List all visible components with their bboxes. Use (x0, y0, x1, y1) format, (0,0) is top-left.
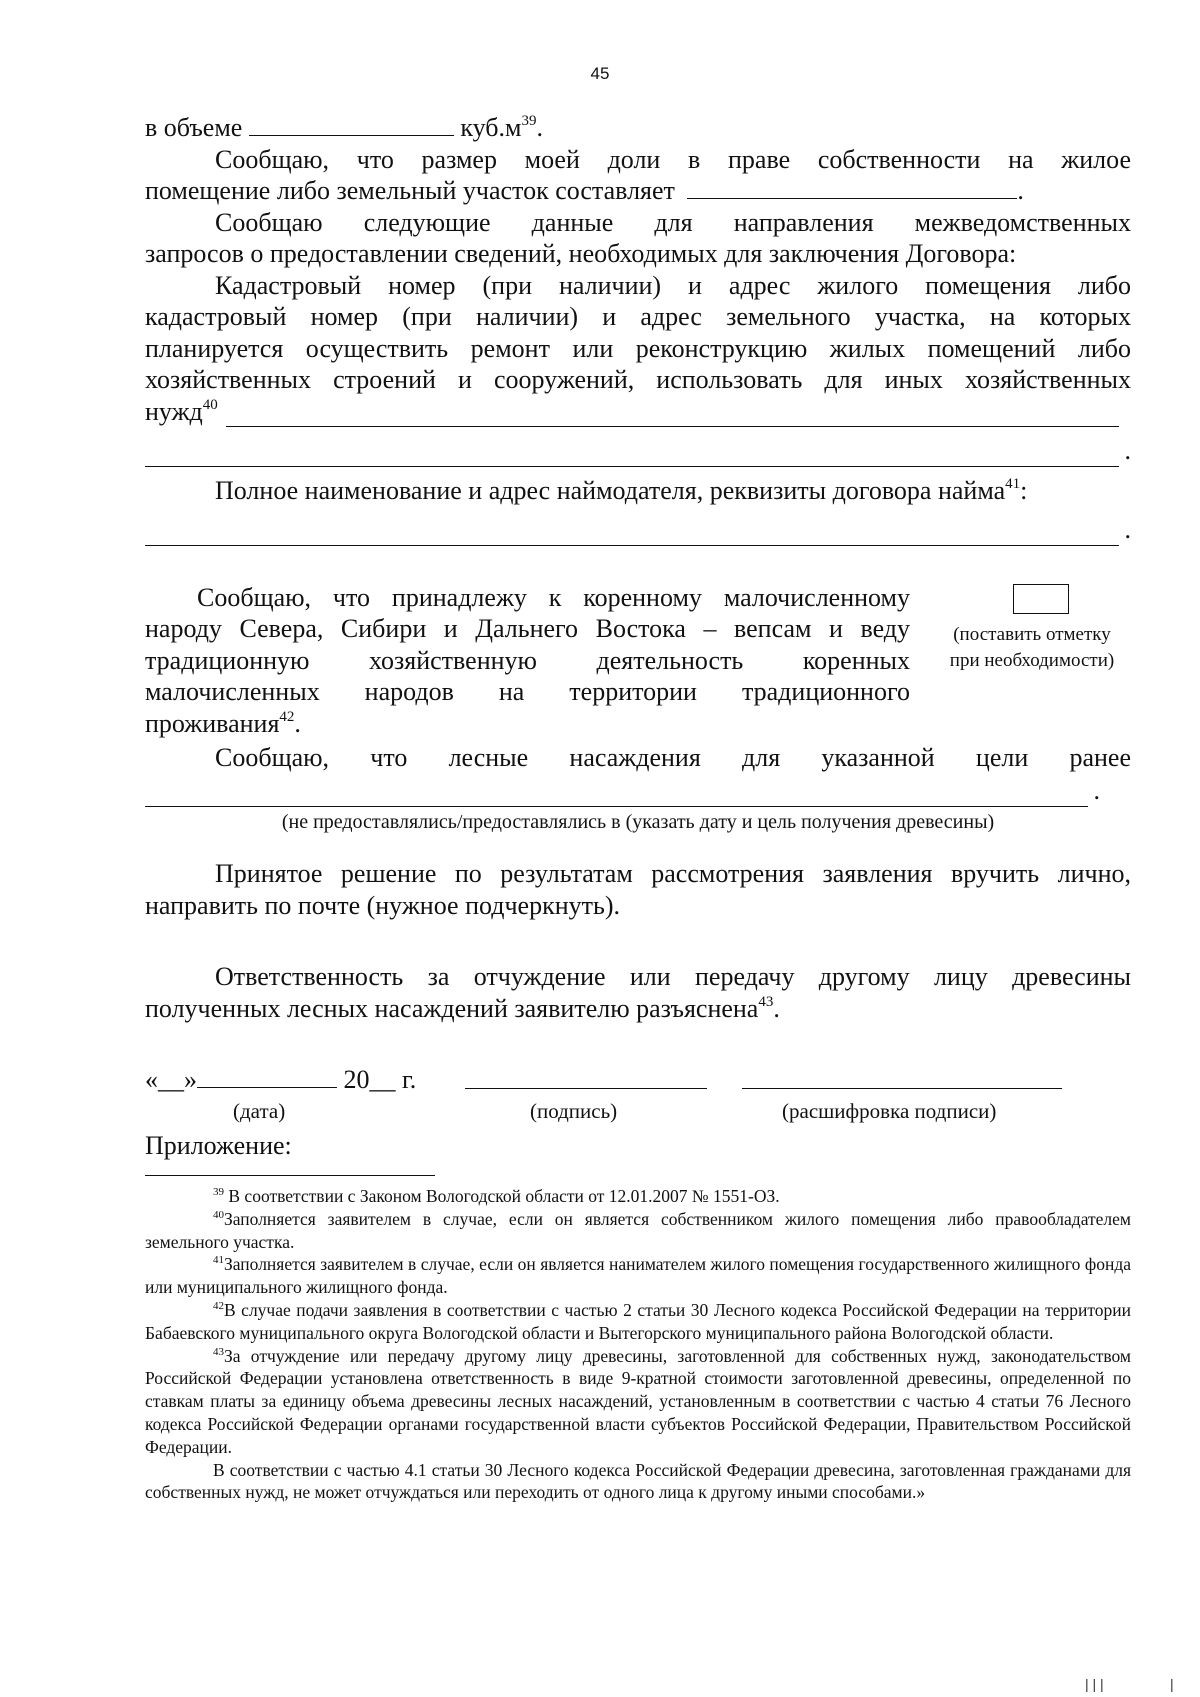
landlord-text: Полное наименование и адрес наймодателя, реквизиты договора найма (215, 475, 1006, 505)
responsibility-text: полученных лесных насаждений заявителю разъяснена (145, 993, 759, 1023)
decode-caption: (расшифровка подписи) (782, 1099, 997, 1123)
footnote-separator (145, 1175, 435, 1176)
footnote-ref-39: 39 (521, 113, 537, 129)
footnote-ref-42: 42 (279, 708, 295, 725)
cadastral-end: . (1124, 436, 1131, 465)
footnote-42 (145, 1299, 1131, 1345)
indigenous-line-1: Сообщаю, что принадлежу к коренному малочисленному (197, 582, 910, 612)
indigenous-residence: проживания (145, 708, 280, 738)
share-line-2 (145, 175, 1131, 207)
indigenous-end: . (294, 708, 301, 738)
checkbox-label-1: (поставить отметку (953, 623, 1111, 645)
cadastral-line-1: Кадастровый номер (при наличии) и адрес жилого помещения либо (215, 270, 1131, 300)
cadastral-line-4: хозяйственных строений и сооружений, использовать для иных хозяйственных (145, 365, 1131, 394)
decision-line-1: Принятое решение по результатам рассмотрения заявления вручить лично, (215, 859, 1131, 888)
signature-row (145, 1064, 1131, 1130)
footnote-ref-41: 41 (1005, 475, 1021, 492)
responsibility-line-2 (145, 993, 1131, 1025)
forest-blank-row (145, 775, 1100, 807)
footnote-num: 40 (213, 1208, 224, 1221)
footnote-num: 42 (213, 1299, 224, 1312)
requests-line-2: запросов о предоставлении сведений, необходимых для заключения Договора: (145, 239, 1017, 268)
cadastral-line-3: планируется осуществить ремонт или реконструкцию жилых помещений либо (145, 333, 1131, 363)
footnotes (145, 1185, 1131, 1504)
date-month-blank[interactable] (197, 1065, 337, 1088)
landlord-blank-row (145, 514, 1131, 546)
footnote-text: Заполняется заявителем в случае, если он является собственником жилого помещения либо правообладателем земельного участка. (145, 1208, 1131, 1252)
indigenous-text (145, 582, 910, 740)
responsibility-line-1: Ответственность за отчуждение или передачу другому лицу древесины (215, 962, 1131, 991)
footnote-num: 39 (213, 1186, 224, 1198)
signature-line[interactable] (465, 1066, 707, 1089)
cadastral-blank-2[interactable] (145, 444, 1119, 467)
date-day[interactable]: «__» (145, 1065, 197, 1094)
footnote-ref-40: 40 (202, 396, 218, 413)
indigenous-line-5 (145, 708, 910, 740)
decision-line-2: направить по почте (нужное подчеркнуть). (145, 890, 621, 920)
cadastral-line-6 (145, 435, 1131, 467)
footnote-text: За отчуждение или передачу другому лицу древесины, заготовленной для собственных нужд, законодательством Российской Федерации установлена ответственность в виде 9-кратной стоимости заготовленной древесины, определенной по ставкам платы за единицу объема древесины лесных насаждений, установленным в соответствии с частью 4 статьи 76 Лесного кодекса Российской Федерации органами государственной власти субъектов Российской Федерации, Правительством Российской Федерации. (145, 1345, 1131, 1457)
scan-mark-left: | | | (1085, 1676, 1104, 1692)
footnote-40 (145, 1208, 1131, 1254)
share-line-1: Сообщаю, что размер моей доли в праве собственности на жилое (215, 144, 1131, 174)
page-number: 45 (590, 64, 610, 83)
signature-decode-line[interactable] (742, 1066, 1062, 1089)
volume-line (145, 112, 1131, 144)
cadastral-needs: нужд (145, 396, 203, 426)
share-text: помещение либо земельный участок составляет (145, 176, 675, 205)
footnote-text: В соответствии с Законом Вологодской области от 12.01.2007 № 1551-ОЗ. (224, 1186, 780, 1206)
checkbox-label-2: при необходимости) (949, 649, 1115, 671)
footnote-num: 41 (213, 1254, 224, 1267)
appendix-label: Приложение: (145, 1131, 292, 1160)
landlord-colon: : (1020, 475, 1028, 505)
footnote-ref-43: 43 (758, 993, 774, 1010)
landlord-blank[interactable] (145, 523, 1119, 546)
footnote-text: Заполняется заявителем в случае, если он является нанимателем жилого помещения государственного жилищного фонда или муниципального жилищного фонда. (145, 1254, 1131, 1298)
requests-line-1: Сообщаю следующие данные для направления межведомственных (215, 207, 1131, 237)
volume-end: . (536, 113, 543, 142)
cadastral-line-5 (145, 396, 1131, 428)
date-caption: (дата) (233, 1099, 286, 1123)
share-blank[interactable] (687, 176, 1017, 199)
date-year[interactable]: 20__ г. (343, 1065, 417, 1094)
share-end: . (1017, 176, 1024, 205)
scan-mark-right: | (1170, 1676, 1174, 1692)
cadastral-blank-1[interactable] (226, 404, 1119, 427)
responsibility-end: . (773, 993, 780, 1023)
closing-note: В соответствии с частью 4.1 статьи 30 Лесного кодекса Российской Федерации древесина, заготовленная гражданами для собственных нужд, не может отчуждаться или переходить от одного лица к другому иными способами.» (145, 1459, 1131, 1503)
form-body (145, 112, 1131, 1162)
date-field (145, 1064, 416, 1096)
volume-blank[interactable] (249, 113, 454, 136)
forest-caption: (не предоставлялись/предоставлялись в (указать дату и цель получения древесины) (281, 810, 995, 833)
footnote-num: 43 (213, 1345, 224, 1358)
indigenous-line-4: малочисленных народов на территории традиционного (145, 677, 910, 706)
volume-unit: куб.м (460, 113, 522, 142)
footnote-text: В случае подачи заявления в соответствии с частью 2 статьи 30 Лесного кодекса Российской Федерации на территории Бабаевского муниципального округа Вологодской области и Вытегорского муниципального района Вологодской области. (145, 1299, 1131, 1343)
indigenous-section (145, 582, 1131, 742)
landlord-line (145, 475, 1131, 507)
forest-line-1: Сообщаю, что лесные насаждения для указанной цели ранее (215, 742, 1131, 772)
cadastral-line-2: кадастровый номер (при наличии) и адрес земельного участка, на которых (145, 302, 1131, 331)
footnote-41 (145, 1253, 1131, 1299)
indigenous-line-2: народу Севера, Сибири и Дальнего Востока – вепсам и веду (145, 614, 910, 643)
footnote-43 (145, 1345, 1131, 1459)
indigenous-checkbox[interactable] (1013, 584, 1069, 614)
landlord-end: . (1124, 515, 1131, 544)
footnote-39 (145, 1185, 1131, 1208)
volume-prefix: в объеме (145, 113, 243, 142)
sign-caption: (подпись) (530, 1099, 618, 1123)
forest-end: . (1093, 776, 1100, 805)
forest-blank[interactable] (145, 784, 1088, 807)
indigenous-line-3: традиционную хозяйственную деятельность коренных (145, 645, 910, 675)
